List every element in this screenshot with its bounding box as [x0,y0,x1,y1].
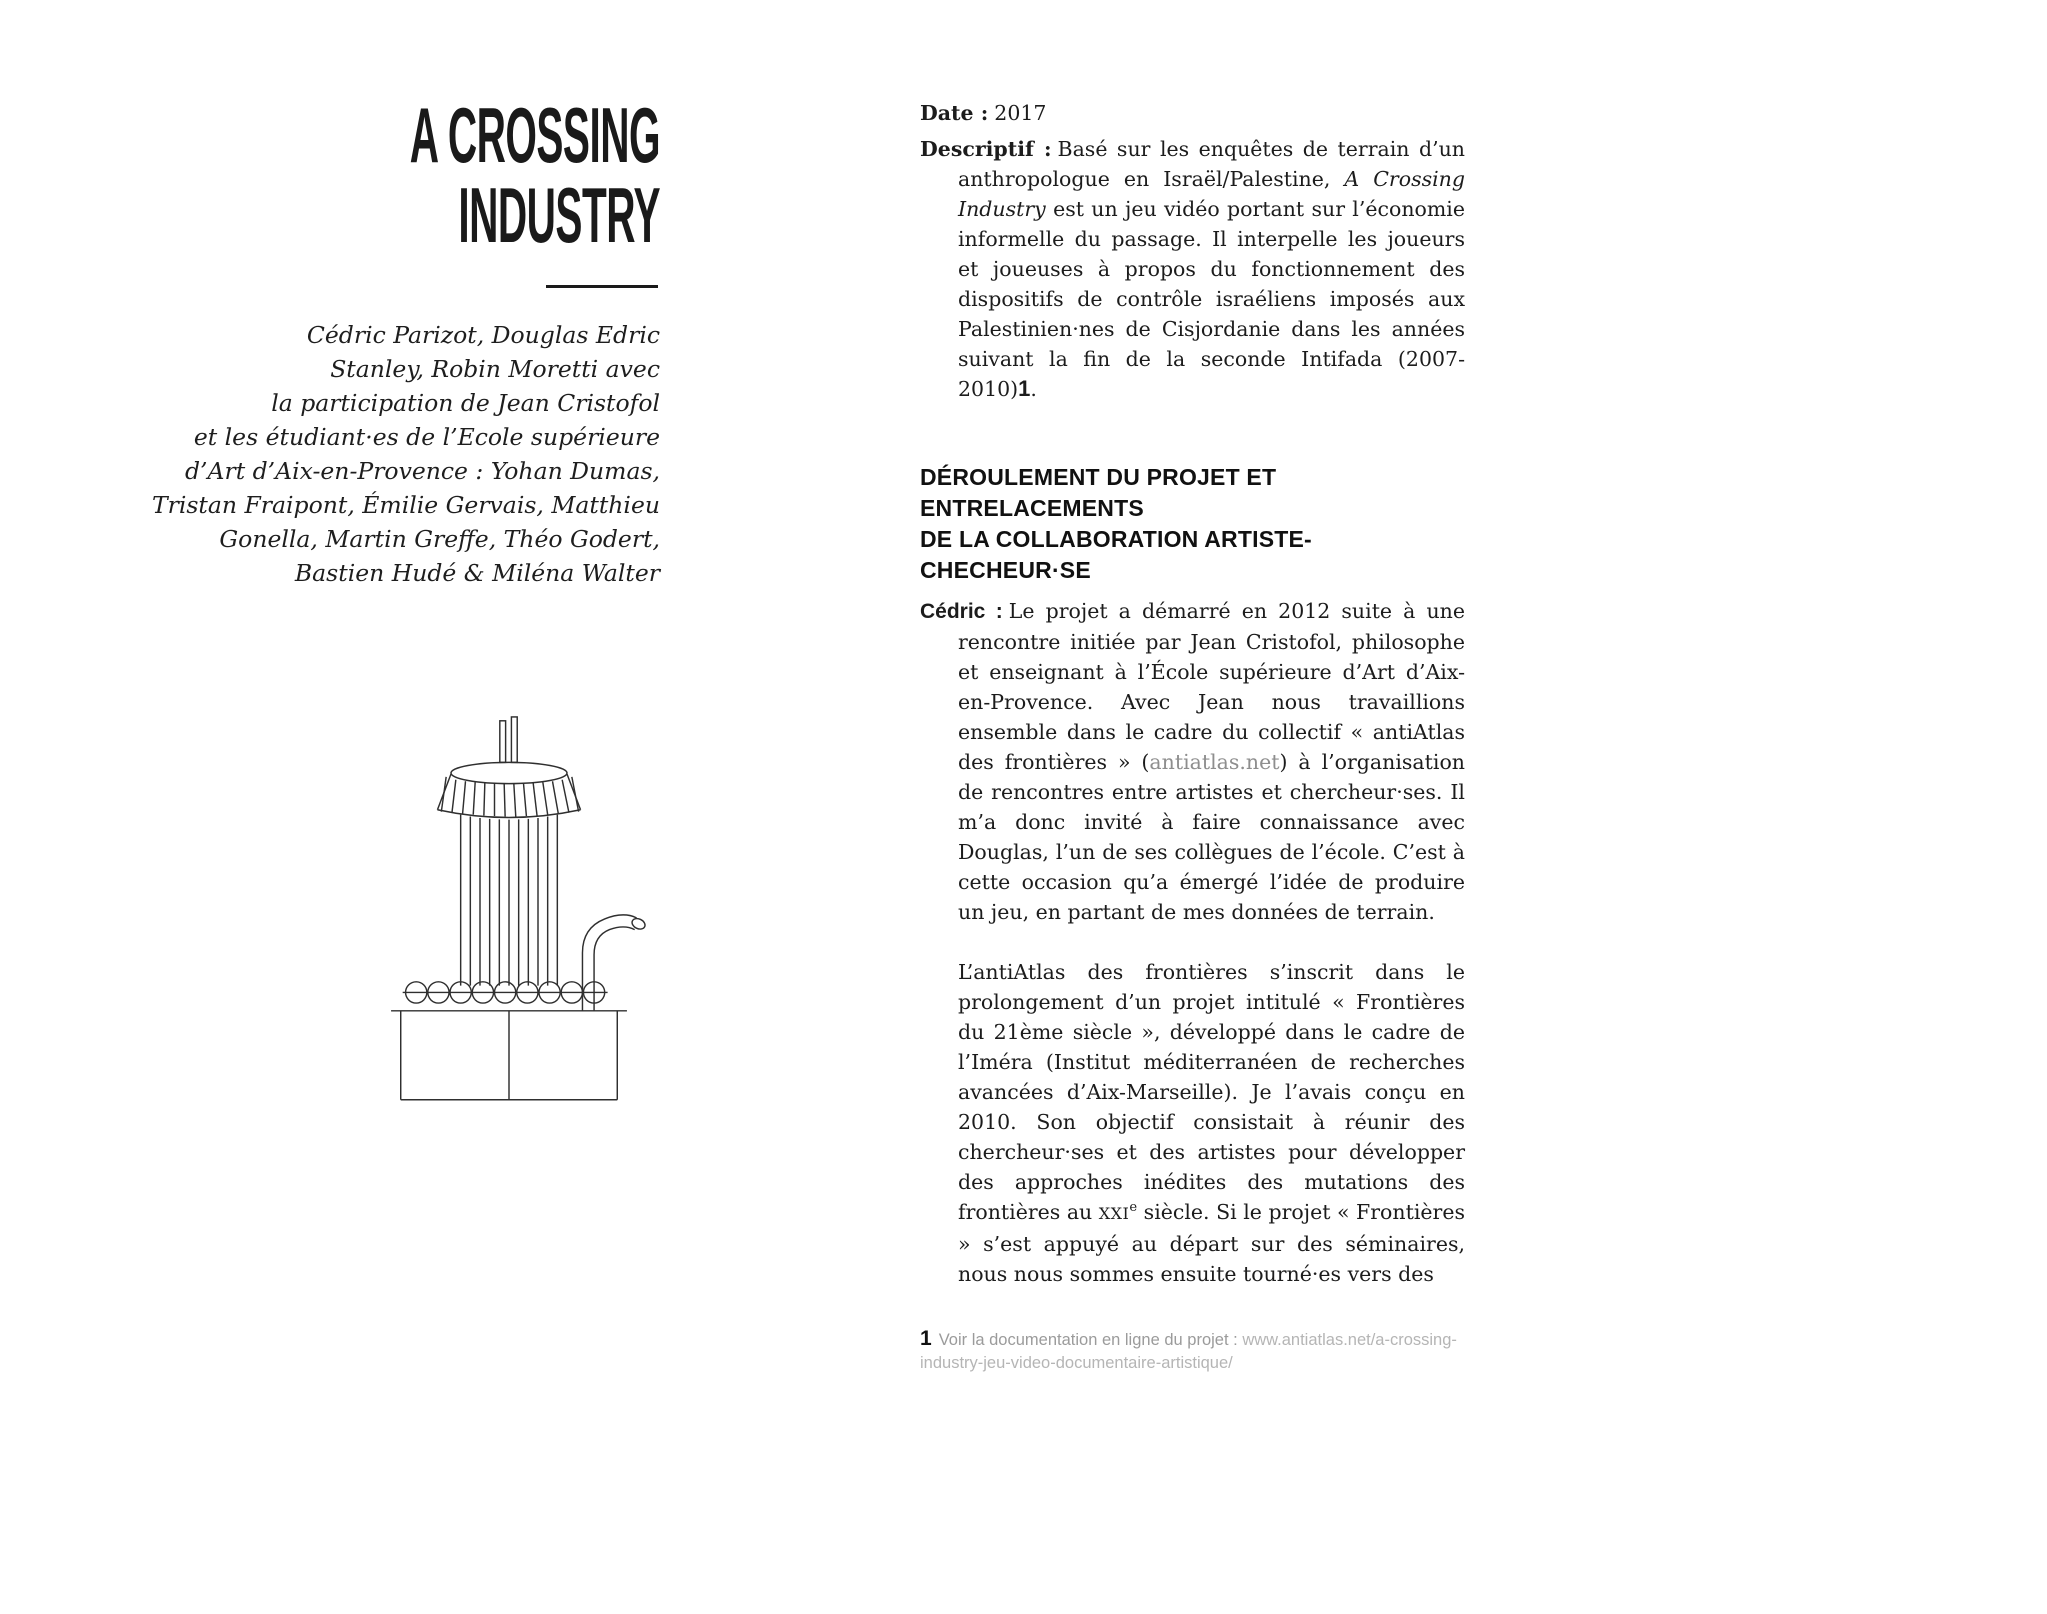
descriptif-label: Descriptif : [920,137,1052,161]
paragraph-text: Le projet a démarré en 2012 suite à une rencontre initiée par Jean Cristofol, philosophe et enseignant à l’École supérieure d’Art d’Aix-en-Provence. Avec Jean nous travaillions ensemble dans le cadre du collectif « antiAtlas des frontières » ( [958,599,1465,774]
machine-illustration [364,715,654,1121]
paragraph-text: siècle. Si le projet « Frontières » s’est appuyé au départ sur des séminaires, nous nous sommes ensuite tourné·es vers des [958,1200,1465,1286]
footnote-url[interactable]: www.antiatlas.net/a-crossing-industry-jeu-video-documentaire-artistique/ [920,1331,1457,1372]
date-value: 2017 [994,101,1047,125]
author-line: Gonella, Martin Greffe, Théo Godert, [219,525,660,553]
paragraph-text: L’antiAtlas des frontières s’inscrit dans le prolongement d’un projet intitulé « Frontières du 21ème siècle », développé dans le cadre de l’Iméra (Institut méditerranéen de recherches avancées d’Aix-Marseille). Je l’avais conçu en 2010. Son objectif consistait à réunir des chercheur·ses et des artistes pour développer des approches inédites des mutations des frontières au [958,960,1465,1224]
author-line: Tristan Fraipont, Émilie Gervais, Matthieu [151,491,660,519]
footnote [920,1327,1465,1375]
title-line-1: A CROSSING [409,91,660,179]
ordinal-superscript: e [1129,1200,1138,1216]
date-label: Date : [920,101,989,125]
work-title-italic: A Crossing Industry [958,167,1465,221]
author-line: Stanley, Robin Moretti avec [330,355,660,383]
footnote-text: Voir la documentation en ligne du projet : [938,1331,1243,1349]
section-heading-line-2: DE LA COLLABORATION ARTISTE-CHECHEUR·SE [920,526,1312,583]
section-heading [920,462,1465,586]
speaker-label: Cédric : [920,600,1003,623]
paragraph-text: ) à l’organisation de rencontres entre artistes et chercheur·ses. Il m’a donc invité à faire connaissance avec Douglas, l’un de ses collègues de l’école. C’est à cette occasion qu’a émergé l’idée de produire un jeu, en partant de mes données de terrain. [958,750,1465,924]
footnote-ref-1: 1 [1018,376,1031,401]
paragraph-cedric [920,596,1465,927]
paragraph-antiatlas [920,957,1465,1289]
author-line: Cédric Parizot, Douglas Edric [306,321,660,349]
left-column [120,91,660,1121]
descriptif-paragraph [920,134,1465,404]
author-line: d’Art d’Aix-en-Provence : Yohan Dumas, [184,457,660,485]
author-line: la participation de Jean Cristofol [271,389,660,417]
date-line [920,98,1465,128]
roman-numeral-smallcaps: XXI [1098,1204,1130,1223]
footnote-number: 1 [920,1327,932,1350]
descriptif-text: Basé sur les enquêtes de terrain d’un anthropologue en Israël/Palestine, [958,137,1466,191]
section-heading-line-1: DÉROULEMENT DU PROJET ET ENTRELACEMENTS [920,464,1277,521]
page-title [120,91,660,259]
author-list [120,318,660,590]
right-column [920,98,1465,1375]
author-line: Bastien Hudé & Miléna Walter [294,559,660,587]
author-line: et les étudiant·es de l’Ecole supérieure [193,423,660,451]
descriptif-text: est un jeu vidéo portant sur l’économie informelle du passage. Il interpelle les joueurs et joueuses à propos du fonctionnement des dispositifs de contrôle israéliens imposés aux Palestinien·nes de Cisjordanie dans les années suivant la fin de la seconde Intifada (2007-2010) [958,197,1465,401]
title-divider [546,285,658,288]
descriptif-text: . [1030,377,1037,401]
title-line-2: INDUSTRY [458,171,660,259]
antiatlas-link[interactable]: antiatlas.net [1149,750,1280,774]
